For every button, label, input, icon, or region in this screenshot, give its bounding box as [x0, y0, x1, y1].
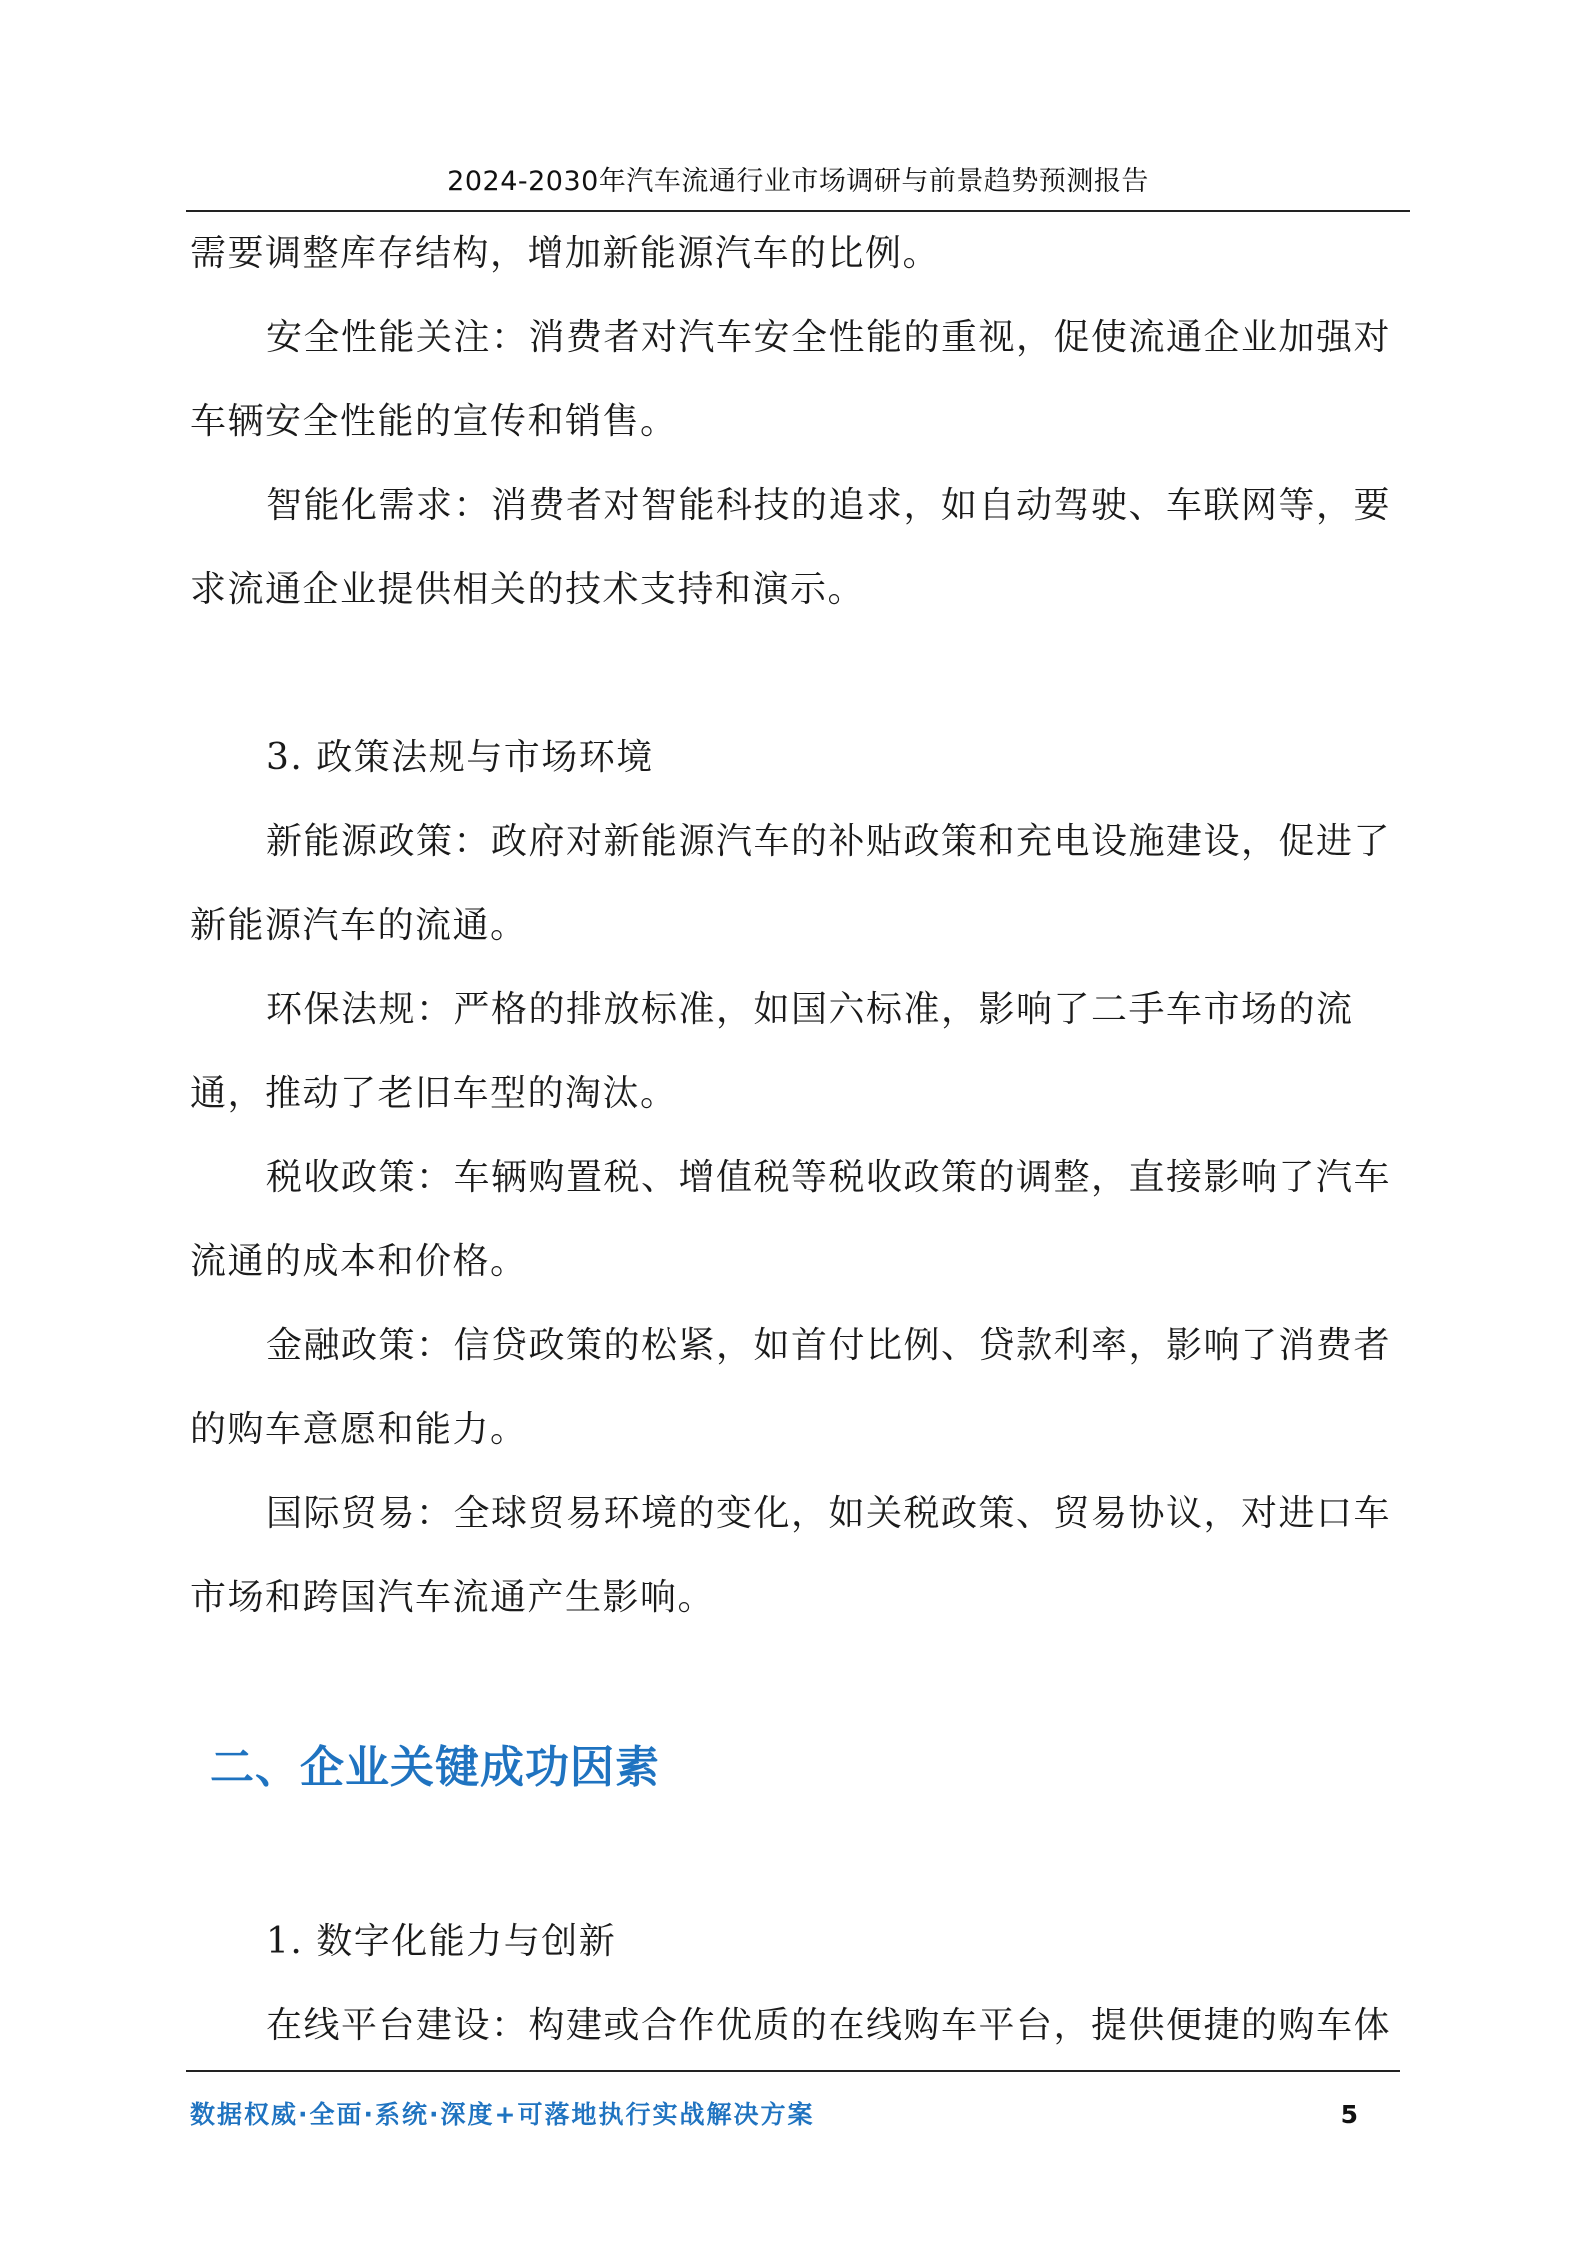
paragraph-line: 金融政策：信贷政策的松紧，如首付比例、贷款利率，影响了消费者	[266, 1325, 1392, 1366]
page-footer	[186, 2070, 1400, 2132]
footer-slogan: 数据权威·全面·系统·深度+可落地执行实战解决方案	[190, 2100, 815, 2129]
paragraph-line: 国际贸易：全球贸易环境的变化，如关税政策、贸易协议，对进口车	[266, 1493, 1392, 1534]
paragraph-line: 流通的成本和价格。	[190, 1241, 528, 1282]
paragraph-line: 智能化需求：消费者对智能科技的追求，如自动驾驶、车联网等，要	[266, 485, 1392, 526]
paragraph-line: 求流通企业提供相关的技术支持和演示。	[190, 569, 866, 610]
page-content	[190, 0, 1394, 2244]
paragraph-line: 的购车意愿和能力。	[190, 1409, 528, 1450]
page-number: 5	[1340, 2100, 1358, 2129]
subsection-heading: 3. 政策法规与市场环境	[266, 737, 654, 778]
paragraph-line: 车辆安全性能的宣传和销售。	[190, 401, 678, 442]
paragraph-line: 通，推动了老旧车型的淘汰。	[190, 1073, 678, 1114]
paragraph-line: 需要调整库存结构，增加新能源汽车的比例。	[190, 233, 941, 274]
paragraph-line: 环保法规：严格的排放标准，如国六标准，影响了二手车市场的流	[266, 989, 1354, 1030]
paragraph-line: 安全性能关注：消费者对汽车安全性能的重视，促使流通企业加强对	[266, 317, 1392, 358]
section-heading: 二、企业关键成功因素	[210, 1742, 660, 1793]
paragraph-line: 在线平台建设：构建或合作优质的在线购车平台，提供便捷的购车体	[266, 2005, 1392, 2046]
paragraph-line: 新能源政策：政府对新能源汽车的补贴政策和充电设施建设，促进了	[266, 821, 1392, 862]
paragraph-line: 税收政策：车辆购置税、增值税等税收政策的调整，直接影响了汽车	[266, 1157, 1392, 1198]
paragraph-line: 市场和跨国汽车流通产生影响。	[190, 1577, 716, 1618]
report-title: 2024-2030年汽车流通行业市场调研与前景趋势预测报告	[447, 166, 1149, 197]
paragraph-line: 新能源汽车的流通。	[190, 905, 528, 946]
subsection-heading: 1. 数字化能力与创新	[266, 1921, 617, 1962]
